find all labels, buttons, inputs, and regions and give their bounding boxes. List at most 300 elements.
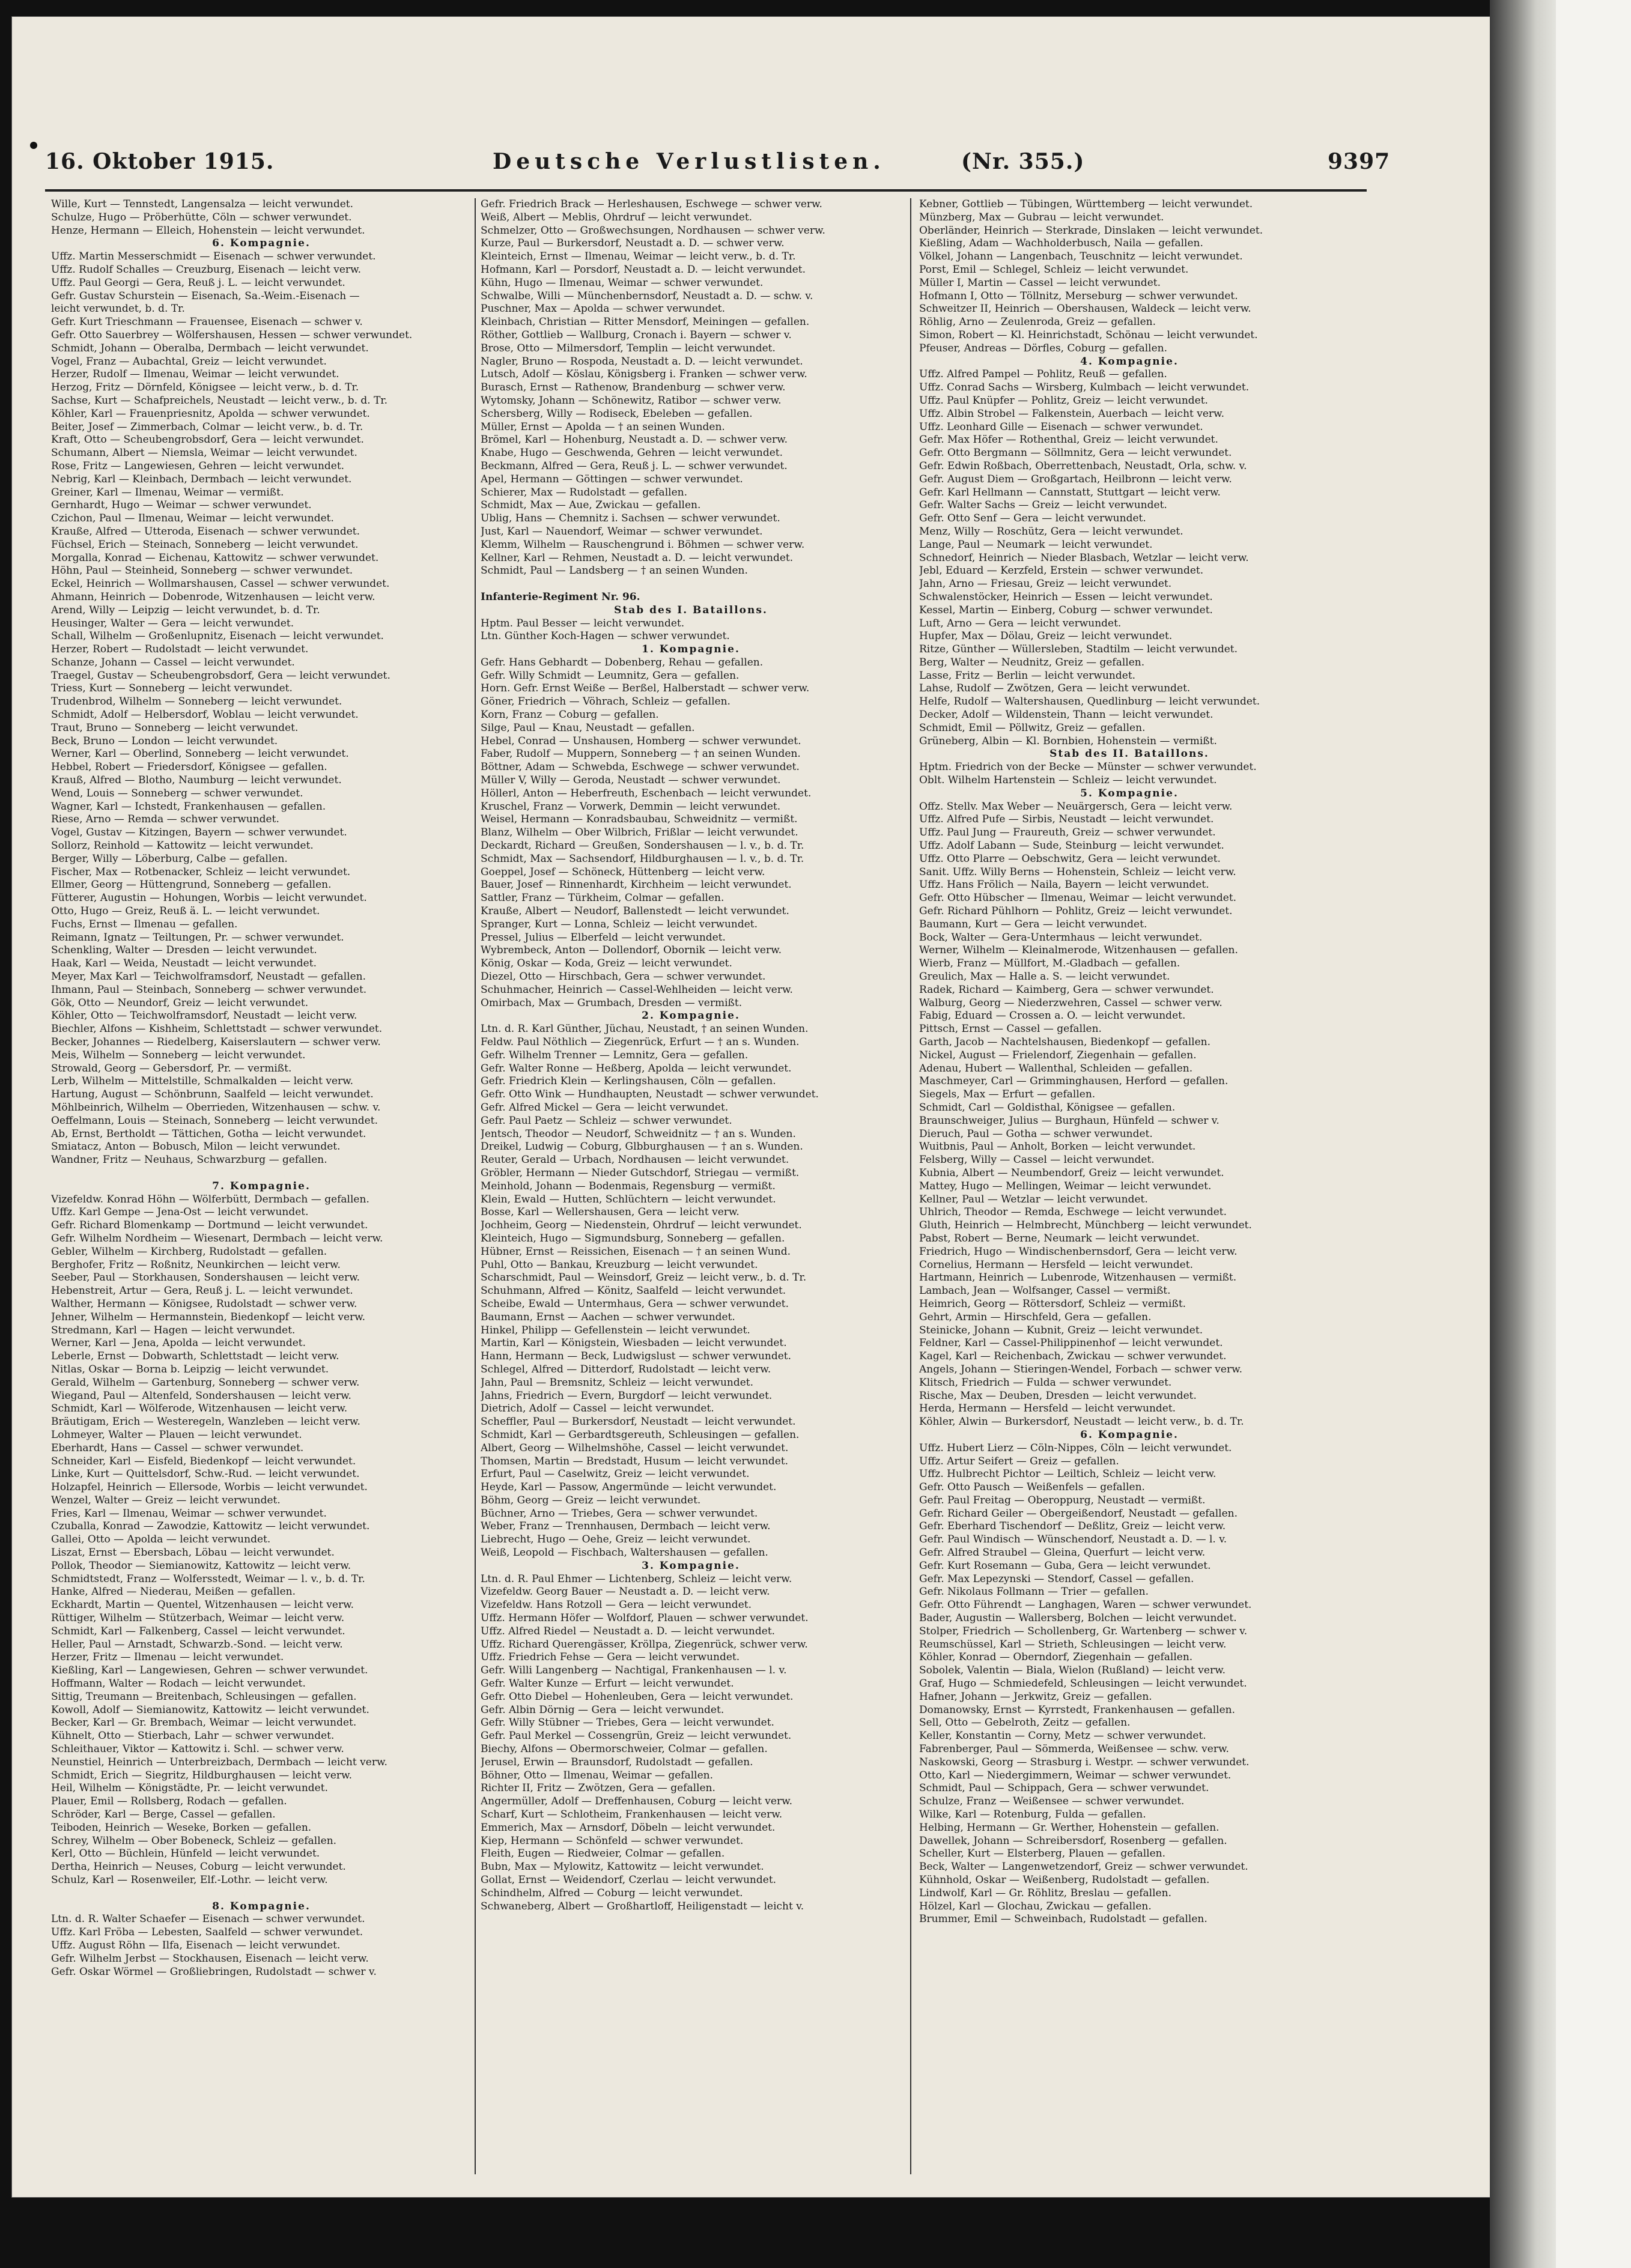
- casualty-entry: Hübner, Ernst — Reissichen, Eisenach — † an seinen Wund.: [481, 1245, 791, 1258]
- casualty-entry: Richter II, Fritz — Zwötzen, Gera — gefallen.: [481, 1782, 715, 1795]
- casualty-entry: Hanke, Alfred — Niederau, Meißen — gefallen.: [51, 1586, 296, 1598]
- casualty-entry: Graf, Hugo — Schmiedefeld, Schleusingen — leicht verwundet.: [919, 1678, 1247, 1690]
- casualty-entry: Hptm. Friedrich von der Becke — Münster — schwer verwundet.: [919, 761, 1257, 774]
- casualty-entry: Fuchs, Ernst — Ilmenau — gefallen.: [51, 918, 238, 930]
- casualty-entry: Gernhardt, Hugo — Weimar — schwer verwundet.: [51, 499, 312, 512]
- casualty-entry: Gefr. Friedrich Klein — Kerlingshausen, Cöln — gefallen.: [481, 1075, 776, 1088]
- casualty-entry: Pittsch, Ernst — Cassel — gefallen.: [919, 1023, 1102, 1035]
- casualty-entry: Fabrenberger, Paul — Sömmerda, Weißensee — schw. verw.: [919, 1743, 1229, 1756]
- casualty-entry: Friedrich, Hugo — Windischenbernsdorf, Gera — leicht verw.: [919, 1245, 1238, 1258]
- casualty-entry: Gefr. Paul Freitag — Oberoppurg, Neustadt — vermißt.: [919, 1494, 1206, 1506]
- casualty-entry: Hebenstreit, Artur — Gera, Reuß j. L. — leicht verwundet.: [51, 1285, 353, 1297]
- casualty-entry: Völkel, Johann — Langenbach, Teuschnitz — leicht verwundet.: [919, 250, 1243, 263]
- casualty-entry: Cornelius, Hermann — Hersfeld — leicht verwundet.: [919, 1258, 1193, 1271]
- casualty-entry: Otto, Karl — Niedergimmern, Weimar — schwer verwundet.: [919, 1769, 1232, 1781]
- casualty-entry: Haak, Karl — Weida, Neustadt — leicht verwundet.: [51, 957, 317, 970]
- casualty-entry: Gefr. Wilhelm Trenner — Lemnitz, Gera — gefallen.: [481, 1049, 749, 1061]
- casualty-entry: Kießling, Karl — Langewiesen, Gehren — schwer verwundet.: [51, 1664, 368, 1677]
- casualty-entry: Hupfer, Max — Dölau, Greiz — leicht verwundet.: [919, 630, 1173, 643]
- casualty-entry: Schumann, Albert — Niemsla, Weimar — leicht verwundet.: [51, 447, 357, 459]
- casualty-entry: Sell, Otto — Gebelroth, Zeitz — gefallen.: [919, 1717, 1131, 1729]
- casualty-entry: Strowald, Georg — Gebersdorf, Pr. — vermißt.: [51, 1062, 292, 1075]
- casualty-entry: Knabe, Hugo — Geschwenda, Gehren — leicht verwundet.: [481, 447, 783, 459]
- casualty-entry: Böhm, Georg — Greiz — leicht verwundet.: [481, 1494, 701, 1506]
- casualty-entry: Otto, Hugo — Greiz, Reuß ä. L. — leicht verwundet.: [51, 905, 320, 918]
- casualty-entry: Omirbach, Max — Grumbach, Dresden — vermißt.: [481, 996, 743, 1009]
- casualty-entry: Uffz. Otto Plarre — Oebschwitz, Gera — leicht verwundet.: [919, 852, 1221, 865]
- casualty-entry: Triess, Kurt — Sonneberg — leicht verwundet.: [51, 682, 293, 695]
- casualty-entry: Czuballa, Konrad — Zawodzie, Kattowitz — leicht verwundet.: [51, 1520, 370, 1533]
- casualty-entry: Büchner, Arno — Triebes, Gera — schwer verwundet.: [481, 1507, 758, 1520]
- casualty-entry: Uffz. August Röhn — Ilfa, Eisenach — leicht verwundet.: [51, 1939, 341, 1951]
- header-date: 16. Oktober 1915.: [45, 149, 275, 174]
- casualty-entry: Hebel, Conrad — Unshausen, Homberg — schwer verwundet.: [481, 735, 801, 747]
- casualty-entry: Vizefeldw. Konrad Höhn — Wölferbütt, Dermbach — gefallen.: [51, 1193, 369, 1205]
- casualty-entry: Schindhelm, Alfred — Coburg — leicht verwundet.: [481, 1887, 743, 1899]
- casualty-entry: Müller V, Willy — Geroda, Neustadt — schwer verwundet.: [481, 774, 781, 787]
- casualty-entry: Trudenbrod, Wilhelm — Sonneberg — leicht verwundet.: [51, 696, 342, 708]
- casualty-entry: Schmidt, Karl — Wölferode, Witzenhausen — leicht verw.: [51, 1402, 348, 1415]
- casualty-entry: Gefr. Oskar Wörmel — Großliebringen, Rudolstadt — schwer v.: [51, 1965, 377, 1978]
- casualty-entry: Schmidt, Erich — Siegritz, Hildburghausen — leicht verw.: [51, 1769, 352, 1781]
- casualty-entry: Gefr. Alfred Mickel — Gera — leicht verwundet.: [481, 1101, 729, 1114]
- casualty-entry: König, Oskar — Koda, Greiz — leicht verwundet.: [481, 957, 732, 970]
- casualty-entry: Uffz. Friedrich Fehse — Gera — leicht verwundet.: [481, 1651, 740, 1664]
- casualty-entry: Burasch, Ernst — Rathenow, Brandenburg — schwer verw.: [481, 381, 786, 394]
- casualty-entry: Gefr. Willy Schmidt — Leumnitz, Gera — gefallen.: [481, 669, 740, 682]
- casualty-entry: Angels, Johann — Stieringen-Wendel, Forbach — schwer verw.: [919, 1363, 1243, 1375]
- casualty-entry: Fischer, Max — Rotbenacker, Schleiz — leicht verwundet.: [51, 866, 351, 878]
- section-heading: 4. Kompagnie.: [1080, 355, 1179, 368]
- casualty-entry: Radek, Richard — Kaimberg, Gera — schwer verwundet.: [919, 983, 1214, 996]
- casualty-entry: Fries, Karl — Ilmenau, Weimar — schwer verwundet.: [51, 1507, 327, 1520]
- casualty-entry: Wilke, Karl — Rotenburg, Fulda — gefallen.: [919, 1809, 1146, 1821]
- casualty-entry: Becker, Johannes — Riedelberg, Kaiserslautern — schwer verw.: [51, 1036, 381, 1048]
- casualty-entry: Traut, Bruno — Sonneberg — leicht verwundet.: [51, 721, 299, 734]
- casualty-entry: Gefr. Otto Hübscher — Ilmenau, Weimar — leicht verwundet.: [919, 892, 1237, 905]
- casualty-entry: Kellner, Paul — Wetzlar — leicht verwundet.: [919, 1193, 1148, 1205]
- casualty-entry: Baumann, Kurt — Gera — leicht verwundet.: [919, 918, 1147, 930]
- casualty-entry: Höhn, Paul — Steinheid, Sonneberg — schwer verwundet.: [51, 565, 353, 577]
- casualty-entry: Bräutigam, Erich — Westeregeln, Wanzleben — leicht verw.: [51, 1416, 360, 1428]
- casualty-entry: Offz. Stellv. Max Weber — Neuärgersch, Gera — leicht verw.: [919, 800, 1233, 813]
- casualty-entry: Uffz. Martin Messerschmidt — Eisenach — schwer verwundet.: [51, 250, 376, 263]
- casualty-entry: Just, Karl — Nauendorf, Weimar — schwer verwundet.: [481, 525, 763, 538]
- section-heading: 2. Kompagnie.: [642, 1010, 740, 1022]
- casualty-entry: Berghofer, Fritz — Roßnitz, Neunkirchen — leicht verw.: [51, 1258, 341, 1271]
- casualty-entry: Schmidt, Max — Aue, Zwickau — gefallen.: [481, 499, 701, 512]
- casualty-entry: Kießling, Adam — Wachholderbusch, Naila — gefallen.: [919, 237, 1203, 250]
- casualty-entry: Henze, Hermann — Elleich, Hohenstein — leicht verwundet.: [51, 224, 365, 237]
- column-1: [51, 198, 472, 2174]
- section-heading: Stab des I. Bataillons.: [614, 604, 768, 616]
- casualty-entry: Blanz, Wilhelm — Ober Wilbrich, Frißlar — leicht verwundet.: [481, 826, 798, 839]
- casualty-entry: Hann, Hermann — Beck, Ludwigslust — schwer verwundet.: [481, 1350, 792, 1363]
- casualty-entry: Sattler, Franz — Türkheim, Colmar — gefallen.: [481, 892, 724, 905]
- casualty-entry: Puschner, Max — Apolda — schwer verwundet.: [481, 303, 726, 315]
- casualty-entry: Spranger, Kurt — Lonna, Schleiz — leicht verwundet.: [481, 918, 758, 930]
- casualty-entry: Naskowski, Georg — Strasburg i. Westpr. — schwer verwundet.: [919, 1756, 1250, 1768]
- casualty-entry: Gefr. August Diem — Großgartach, Heilbronn — leicht verw.: [919, 473, 1232, 485]
- casualty-entry: Schweitzer II, Heinrich — Obershausen, Waldeck — leicht verw.: [919, 303, 1251, 315]
- casualty-entry: Jebl, Eduard — Kerzfeld, Erstein — schwer verwundet.: [919, 565, 1204, 577]
- casualty-entry: Jahn, Arno — Friesau, Greiz — leicht verwundet.: [919, 578, 1172, 590]
- casualty-entry: Heller, Paul — Arnstadt, Schwarzb.-Sond. — leicht verw.: [51, 1638, 343, 1651]
- casualty-entry: Uffz. Paul Jung — Fraureuth, Greiz — schwer verwundet.: [919, 826, 1216, 839]
- casualty-entry: Schall, Wilhelm — Großenlupnitz, Eisenach — leicht verwundet.: [51, 630, 384, 643]
- casualty-entry: Jochheim, Georg — Niedenstein, Ohrdruf — leicht verwundet.: [481, 1219, 802, 1232]
- casualty-entry: Werner, Wilhelm — Kleinalmerode, Witzenhausen — gefallen.: [919, 944, 1238, 957]
- casualty-entry: Gefr. Kurt Trieschmann — Frauensee, Eisenach — schwer v.: [51, 316, 363, 329]
- casualty-entry: Sollorz, Reinhold — Kattowitz — leicht verwundet.: [51, 840, 314, 852]
- casualty-entry: Reimann, Ignatz — Teiltungen, Pr. — schwer verwundet.: [51, 931, 344, 944]
- section-heading: 1. Kompagnie.: [642, 643, 740, 656]
- casualty-entry: Wagner, Karl — Ichstedt, Frankenhausen — gefallen.: [51, 800, 326, 813]
- section-heading: 8. Kompagnie.: [212, 1900, 311, 1912]
- casualty-entry: Füchsel, Erich — Steinach, Sonneberg — leicht verwundet.: [51, 538, 359, 551]
- casualty-entry: Uffz. Artur Seifert — Greiz — gefallen.: [919, 1455, 1119, 1467]
- casualty-entry: Schröder, Karl — Berge, Cassel — gefallen.: [51, 1809, 276, 1821]
- casualty-entry: Röhlig, Arno — Zeulenroda, Greiz — gefallen.: [919, 316, 1156, 329]
- casualty-entry: Heil, Wilhelm — Königstädte, Pr. — leicht verwundet.: [51, 1782, 328, 1795]
- casualty-entry: Beck, Walter — Langenwetzendorf, Greiz — schwer verwundet.: [919, 1861, 1248, 1873]
- casualty-entry: Gefr. Paul Merkel — Cossengrün, Greiz — leicht verwundet.: [481, 1730, 792, 1742]
- casualty-entry: Sobolek, Valentin — Biala, Wielon (Rußland) — leicht verw.: [919, 1664, 1226, 1677]
- casualty-entry: Schmidt, Karl — Falkenberg, Cassel — leicht verwundet.: [51, 1625, 345, 1637]
- casualty-entry: Möhlbeinrich, Wilhelm — Oberrieden, Witzenhausen — schw. v.: [51, 1101, 381, 1114]
- casualty-entry: Gollat, Ernst — Weidendorf, Czerlau — leicht verwundet.: [481, 1874, 777, 1886]
- casualty-entry: Vogel, Gustav — Kitzingen, Bayern — schwer verwundet.: [51, 826, 347, 839]
- casualty-entry: Felsberg, Willy — Cassel — leicht verwundet.: [919, 1154, 1155, 1166]
- casualty-entry: Heyde, Karl — Passow, Angermünde — leicht verwundet.: [481, 1481, 777, 1494]
- casualty-entry: Lindwolf, Karl — Gr. Röhlitz, Breslau — gefallen.: [919, 1887, 1171, 1899]
- casualty-entry: Kleinteich, Ernst — Ilmenau, Weimar — leicht verw., b. d. Tr.: [481, 250, 796, 263]
- casualty-entry: Arend, Willy — Leipzig — leicht verwundet, b. d. Tr.: [51, 604, 320, 616]
- casualty-entry: Biechler, Alfons — Kishheim, Schlettstadt — schwer verwundet.: [51, 1023, 383, 1035]
- casualty-entry: Rüttiger, Wilhelm — Stützerbach, Weimar — leicht verw.: [51, 1612, 345, 1625]
- casualty-entry: Porst, Emil — Schlegel, Schleiz — leicht verwundet.: [919, 263, 1189, 276]
- casualty-entry: Schwalenstöcker, Heinrich — Essen — leicht verwundet.: [919, 590, 1213, 603]
- casualty-entry: Ritze, Günther — Wüllersleben, Stadtilm — leicht verwundet.: [919, 643, 1238, 656]
- casualty-entry: Ltn. d. R. Paul Ehmer — Lichtenberg, Schleiz — leicht verw.: [481, 1572, 792, 1585]
- casualty-entry: Gefr. Otto Diebel — Hohenleuben, Gera — leicht verwundet.: [481, 1690, 794, 1703]
- casualty-entry: Lange, Paul — Neumark — leicht verwundet.: [919, 538, 1153, 551]
- casualty-entry: Brömel, Karl — Hohenburg, Neustadt a. D. — schwer verw.: [481, 434, 788, 446]
- casualty-entry: Luft, Arno — Gera — leicht verwundet.: [919, 617, 1122, 629]
- casualty-entry: Gefr. Otto Bergmann — Söllmnitz, Gera — leicht verwundet.: [919, 447, 1232, 459]
- casualty-entry: Müller, Ernst — Apolda — † an seinen Wunden.: [481, 420, 725, 433]
- casualty-entry: Uffz. Karl Fröba — Lebesten, Saalfeld — schwer verwundet.: [51, 1926, 363, 1939]
- casualty-entry: Kleinbach, Christian — Ritter Mensdorf, Meiningen — gefallen.: [481, 316, 810, 329]
- casualty-entry: Schmidt, Emil — Pöllwitz, Greiz — gefallen.: [919, 721, 1146, 734]
- casualty-entry: Uffz. Paul Georgi — Gera, Reuß j. L. — leicht verwundet.: [51, 276, 345, 289]
- casualty-entry: Seeber, Paul — Storkhausen, Sondershausen — leicht verw.: [51, 1272, 360, 1284]
- casualty-entry: Werner, Karl — Oberlind, Sonneberg — leicht verwundet.: [51, 748, 349, 760]
- casualty-entry: Oblt. Wilhelm Hartenstein — Schleiz — leicht verwundet.: [919, 774, 1217, 787]
- column-3: [919, 198, 1340, 2174]
- casualty-entry: Uffz. Paul Knüpfer — Pohlitz, Greiz — leicht verwundet.: [919, 394, 1208, 407]
- casualty-entry: Jerusel, Erwin — Braunsdorf, Rudolstadt — gefallen.: [481, 1756, 753, 1768]
- casualty-entry: Domanowsky, Ernst — Kyrrstedt, Frankenhausen — gefallen.: [919, 1703, 1236, 1716]
- casualty-entry: Gefr. Richard Geiler — Obergeißendorf, Neustadt — gefallen.: [919, 1507, 1238, 1520]
- casualty-entry: Decker, Adolf — Wildenstein, Thann — leicht verwundet.: [919, 709, 1213, 721]
- casualty-entry: Ahmann, Heinrich — Dobenrode, Witzenhausen — leicht verw.: [51, 590, 375, 603]
- section-heading: 3. Kompagnie.: [642, 1559, 740, 1572]
- casualty-entry: Uffz. Alfred Pampel — Pohlitz, Reuß — gefallen.: [919, 368, 1167, 381]
- casualty-entry: Mattey, Hugo — Mellingen, Weimar — leicht verwundet.: [919, 1180, 1212, 1192]
- casualty-entry: Jehner, Wilhelm — Hermannstein, Biedenkopf — leicht verw.: [51, 1311, 366, 1323]
- casualty-entry: Dietrich, Adolf — Cassel — leicht verwundet.: [481, 1402, 714, 1415]
- casualty-entry: Baumann, Ernst — Aachen — schwer verwundet.: [481, 1311, 735, 1323]
- casualty-entry: Liebrecht, Hugo — Oehe, Greiz — leicht verwundet.: [481, 1533, 751, 1546]
- casualty-entry: Hölzel, Karl — Glochau, Zwickau — gefallen.: [919, 1900, 1152, 1912]
- casualty-entry: Hoffmann, Walter — Rodach — leicht verwundet.: [51, 1678, 306, 1690]
- casualty-entry: Krauße, Alfred — Utteroda, Eisenach — schwer verwundet.: [51, 525, 360, 538]
- casualty-entry: Müller I, Martin — Cassel — leicht verwundet.: [919, 276, 1161, 289]
- header-page-number: 9397: [1328, 149, 1391, 174]
- casualty-entry: Dreikel, Ludwig — Coburg, Glbburghausen — † an s. Wunden.: [481, 1141, 803, 1153]
- casualty-entry: Kagel, Karl — Reichenbach, Zwickau — schwer verwundet.: [919, 1350, 1227, 1363]
- casualty-entry: Gefr. Richard Blomenkamp — Dortmund — leicht verwundet.: [51, 1219, 368, 1232]
- casualty-entry: Schnedorf, Heinrich — Nieder Blasbach, Wetzlar — leicht verw.: [919, 551, 1249, 564]
- casualty-entry: Reuter, Gerald — Urbach, Nordhausen — leicht verwundet.: [481, 1154, 789, 1166]
- casualty-entry: Nitlas, Oskar — Borna b. Leipzig — leicht verwundet.: [51, 1363, 329, 1375]
- casualty-entry: Leberle, Ernst — Dobwarth, Schlettstadt — leicht verw.: [51, 1350, 339, 1363]
- casualty-entry: Heusinger, Walter — Gera — leicht verwundet.: [51, 617, 294, 629]
- casualty-entry: Oeffelmann, Louis — Steinach, Sonneberg — leicht verwundet.: [51, 1114, 378, 1127]
- casualty-entry: Vizefeldw. Hans Rotzoll — Gera — leicht verwundet.: [481, 1599, 752, 1612]
- casualty-entry: Pabst, Robert — Berne, Neumark — leicht verwundet.: [919, 1232, 1200, 1245]
- casualty-entry: Pressel, Julius — Elberfeld — leicht verwundet.: [481, 931, 726, 944]
- casualty-entry: Feldner, Karl — Cassel-Philippinenhof — leicht verwundet.: [919, 1337, 1223, 1350]
- casualty-entry: Uffz. Karl Gempe — Jena-Ost — leicht verwundet.: [51, 1206, 309, 1219]
- casualty-entry: Uffz. Adolf Labann — Sude, Steinburg — leicht verwundet.: [919, 840, 1224, 852]
- casualty-entry: Hebbel, Robert — Friedersdorf, Königsee — gefallen.: [51, 761, 327, 774]
- casualty-entry: Nagler, Bruno — Rospoda, Neustadt a. D. — leicht verwundet.: [481, 355, 803, 368]
- casualty-entry: Schneider, Karl — Eisfeld, Biedenkopf — leicht verwundet.: [51, 1455, 356, 1467]
- casualty-entry: Walther, Hermann — Königsee, Rudolstadt — schwer verw.: [51, 1297, 357, 1310]
- casualty-entry: Krauße, Albert — Neudorf, Ballenstedt — leicht verwundet.: [481, 905, 789, 918]
- casualty-entry: Fleith, Eugen — Riedweier, Colmar — gefallen.: [481, 1848, 725, 1860]
- casualty-entry: Köhler, Alwin — Burkersdorf, Neustadt — leicht verw., b. d. Tr.: [919, 1416, 1244, 1428]
- casualty-entry: Albert, Georg — Wilhelmshöhe, Cassel — leicht verwundet.: [481, 1442, 789, 1454]
- casualty-entry: Beiter, Josef — Zimmerbach, Colmar — leicht verw., b. d. Tr.: [51, 420, 363, 433]
- casualty-entry: Gefr. Wilhelm Jerbst — Stockhausen, Eisenach — leicht verw.: [51, 1952, 369, 1965]
- casualty-entry: Schmidt, Carl — Goldisthal, Königsee — gefallen.: [919, 1101, 1176, 1114]
- casualty-entry: Röther, Gottlieb — Wallburg, Cronach i. Bayern — schwer v.: [481, 329, 792, 341]
- casualty-entry: Thomsen, Martin — Bredstadt, Husum — leicht verwundet.: [481, 1455, 789, 1467]
- casualty-entry: Schleithauer, Viktor — Kattowitz i. Schl. — schwer verw.: [51, 1743, 344, 1756]
- casualty-entry: Stolper, Friedrich — Schollenberg, Gr. Wartenberg — schwer v.: [919, 1625, 1248, 1637]
- casualty-entry: Traegel, Gustav — Scheubengrobsdorf, Gera — leicht verwundet.: [51, 669, 390, 682]
- casualty-entry: Lambach, Jean — Wolfsanger, Cassel — vermißt.: [919, 1285, 1171, 1297]
- casualty-entry: Kowoll, Adolf — Siemianowitz, Kattowitz — leicht verwundet.: [51, 1703, 369, 1716]
- casualty-entry: Schwaneberg, Albert — Großhartloff, Heiligenstadt — leicht v.: [481, 1900, 804, 1912]
- header-rule: [45, 189, 1367, 192]
- casualty-entry: Klitsch, Friedrich — Fulda — schwer verwundet.: [919, 1376, 1172, 1389]
- casualty-entry: Becker, Karl — Gr. Brembach, Weimar — leicht verwundet.: [51, 1717, 357, 1729]
- casualty-entry: Gefr. Wilhelm Nordheim — Wiesenart, Dermbach — leicht verw.: [51, 1232, 383, 1245]
- casualty-entry: Berg, Walter — Neudnitz, Greiz — gefallen.: [919, 656, 1145, 669]
- casualty-entry: Sachse, Kurt — Schafpreichels, Neustadt — leicht verw., b. d. Tr.: [51, 394, 388, 407]
- casualty-entry: Gefr. Richard Pühlhorn — Pohlitz, Greiz — leicht verwundet.: [919, 905, 1233, 918]
- casualty-entry: Schenkling, Walter — Dresden — leicht verwundet.: [51, 944, 317, 957]
- casualty-entry: Gefr. Max Lepezynski — Stendorf, Cassel — gefallen.: [919, 1572, 1194, 1585]
- casualty-entry: Weiß, Albert — Meblis, Ohrdruf — leicht verwundet.: [481, 211, 753, 223]
- casualty-entry: Werner, Karl — Jena, Apolda — leicht verwundet.: [51, 1337, 306, 1350]
- casualty-entry: [51, 1167, 472, 1180]
- casualty-entry: Ltn. Günther Koch-Hagen — schwer verwundet.: [481, 630, 730, 643]
- casualty-entry: Bader, Augustin — Wallersberg, Bolchen — leicht verwundet.: [919, 1612, 1237, 1625]
- casualty-entry: Gefr. Eberhard Tischendorf — Deßlitz, Greiz — leicht verw.: [919, 1520, 1226, 1533]
- casualty-entry: Nickel, August — Frielendorf, Ziegenhain — gefallen.: [919, 1049, 1197, 1061]
- binding-fold: [1490, 0, 1556, 2268]
- casualty-entry: Köhler, Otto — Teichwolframsdorf, Neustadt — leicht verw.: [51, 1010, 357, 1022]
- casualty-entry: Schersberg, Willy — Rodiseck, Ebeleben — gefallen.: [481, 407, 753, 420]
- casualty-entry: Schulze, Franz — Weißensee — schwer verwundet.: [919, 1795, 1185, 1808]
- casualty-entry: Feldw. Paul Nöthlich — Ziegenrück, Erfurt — † an s. Wunden.: [481, 1036, 800, 1048]
- casualty-entry: Stredmann, Karl — Hagen — leicht verwundet.: [51, 1324, 296, 1336]
- casualty-entry: Wandner, Fritz — Neuhaus, Schwarzburg — gefallen.: [51, 1154, 327, 1166]
- casualty-entry: Biechy, Alfons — Obermorschweier, Colmar — gefallen.: [481, 1743, 768, 1756]
- casualty-entry: Gefr. Gustav Schurstein — Eisenach, Sa.-Weim.-Eisenach —: [51, 290, 360, 302]
- casualty-entry: Gefr. Kurt Rosemann — Guba, Gera — leicht verwundet.: [919, 1559, 1211, 1572]
- casualty-entry: Schanze, Johann — Cassel — leicht verwundet.: [51, 656, 295, 669]
- casualty-entry: Wybrembeck, Anton — Dollendorf, Obornik — leicht verw.: [481, 944, 782, 957]
- casualty-entry: Gefr. Hans Gebhardt — Dobenberg, Rehau — gefallen.: [481, 656, 764, 669]
- casualty-entry: Heimrich, Georg — Röttersdorf, Schleiz — vermißt.: [919, 1297, 1186, 1310]
- casualty-entry: Gefr. Nikolaus Follmann — Trier — gefallen.: [919, 1586, 1149, 1598]
- casualty-entry: Kerl, Otto — Büchlein, Hünfeld — leicht verwundet.: [51, 1848, 320, 1860]
- casualty-entry: Helfe, Rudolf — Waltershausen, Quedlinburg — leicht verwundet.: [919, 696, 1260, 708]
- casualty-entry: Lutsch, Adolf — Köslau, Königsberg i. Franken — schwer verw.: [481, 368, 807, 381]
- casualty-entry: Böttner, Adam — Schwebda, Eschwege — schwer verwundet.: [481, 761, 800, 774]
- casualty-entry: Uffz. Hans Frölich — Naila, Bayern — leicht verwundet.: [919, 879, 1209, 891]
- casualty-entry: Grüneberg, Albin — Kl. Bornbien, Hohenstein — vermißt.: [919, 735, 1217, 747]
- casualty-entry: Kühnhold, Oskar — Weißenberg, Rudolstadt — gefallen.: [919, 1874, 1210, 1886]
- casualty-entry: Schmidt, Max — Sachsendorf, Hildburghausen — l. v., b. d. Tr.: [481, 852, 804, 865]
- casualty-entry: Bock, Walter — Gera-Untermhaus — leicht verwundet.: [919, 931, 1203, 944]
- casualty-entry: Gluth, Heinrich — Helmbrecht, Münchberg — leicht verwundet.: [919, 1219, 1252, 1232]
- casualty-entry: Meyer, Max Karl — Teichwolframsdorf, Neustadt — gefallen.: [51, 971, 366, 983]
- casualty-entry: Gefr. Walter Ronne — Heßberg, Apolda — leicht verwundet.: [481, 1062, 792, 1075]
- casualty-entry: Linke, Kurt — Quittelsdorf, Schw.-Rud. — leicht verwundet.: [51, 1468, 360, 1481]
- casualty-entry: Nebrig, Karl — Kleinbach, Dermbach — leicht verwundet.: [51, 473, 352, 485]
- casualty-entry: Fabig, Eduard — Crossen a. O. — leicht verwundet.: [919, 1010, 1186, 1022]
- casualty-entry: Weiß, Leopold — Fischbach, Waltershausen — gefallen.: [481, 1547, 768, 1559]
- casualty-entry: Kebner, Gottlieb — Tübingen, Württemberg — leicht verwundet.: [919, 198, 1253, 210]
- casualty-entry: Krauß, Alfred — Blotho, Naumburg — leicht verwundet.: [51, 774, 342, 787]
- casualty-entry: Hofmann I, Otto — Töllnitz, Merseburg — schwer verwundet.: [919, 290, 1238, 302]
- casualty-entry: Vizefeldw. Georg Bauer — Neustadt a. D. — leicht verw.: [481, 1586, 770, 1598]
- casualty-entry: Gehrt, Armin — Hirschfeld, Gera — gefallen.: [919, 1311, 1152, 1323]
- casualty-entry: Gefr. Paul Windisch — Wünschendorf, Neustadt a. D. — l. v.: [919, 1533, 1227, 1546]
- casualty-entry: Köhler, Konrad — Oberndorf, Ziegenhain — gefallen.: [919, 1651, 1193, 1664]
- casualty-entry: leicht verwundet, b. d. Tr.: [51, 303, 185, 315]
- casualty-entry: Braunschweiger, Julius — Burghaun, Hünfeld — schwer v.: [919, 1114, 1219, 1127]
- casualty-entry: Berger, Willy — Löberburg, Calbe — gefallen.: [51, 852, 288, 865]
- casualty-entry: Uffz. Rudolf Schalles — Creuzburg, Eisenach — leicht verw.: [51, 263, 361, 276]
- casualty-entry: Reumschüssel, Karl — Strieth, Schleusingen — leicht verw.: [919, 1638, 1227, 1651]
- casualty-entry: Horn. Gefr. Ernst Weiße — Berßel, Halberstadt — schwer verw.: [481, 682, 810, 695]
- casualty-entry: Emmerich, Max — Arnsdorf, Döbeln — leicht verwundet.: [481, 1821, 776, 1834]
- casualty-entry: Gök, Otto — Neundorf, Greiz — leicht verwundet.: [51, 996, 309, 1009]
- casualty-entry: Kraft, Otto — Scheubengrobsdorf, Gera — leicht verwundet.: [51, 434, 364, 446]
- casualty-entry: Keller, Konstantin — Corny, Metz — schwer verwundet.: [919, 1730, 1206, 1742]
- casualty-entry: Uffz. Conrad Sachs — Wirsberg, Kulmbach — leicht verwundet.: [919, 381, 1250, 394]
- casualty-entry: Uffz. Richard Querengässer, Kröllpa, Ziegenrück, schwer verw.: [481, 1638, 808, 1651]
- casualty-entry: Ltn. d. R. Walter Schaefer — Eisenach — schwer verwundet.: [51, 1913, 365, 1926]
- casualty-entry: Kurze, Paul — Burkersdorf, Neustadt a. D. — schwer verw.: [481, 237, 785, 250]
- casualty-entry: Meinhold, Johann — Bodenmais, Regensburg — vermißt.: [481, 1180, 776, 1192]
- casualty-entry: Gefr. Edwin Roßbach, Oberrettenbach, Neustadt, Orla, schw. v.: [919, 459, 1247, 472]
- casualty-entry: Jentsch, Theodor — Neudorf, Schweidnitz — † an s. Wunden.: [481, 1127, 796, 1140]
- casualty-entry: Pfeuser, Andreas — Dörfles, Coburg — gefallen.: [919, 342, 1168, 354]
- casualty-entry: Höllerl, Anton — Heberfreuth, Eschenbach — leicht verwundet.: [481, 787, 812, 799]
- casualty-entry: Schulze, Hugo — Pröberhütte, Cöln — schwer verwundet.: [51, 211, 352, 223]
- casualty-entry: Kiep, Hermann — Schönfeld — schwer verwundet.: [481, 1834, 744, 1847]
- column-divider: [475, 198, 476, 2174]
- casualty-entry: Herzer, Rudolf — Ilmenau, Weimar — leicht verwundet.: [51, 368, 339, 381]
- casualty-entry: Beck, Bruno — London — leicht verwundet.: [51, 735, 278, 747]
- casualty-entry: Schulz, Karl — Rosenweiler, Elf.-Lothr. — leicht verw.: [51, 1874, 328, 1886]
- casualty-entry: Plauer, Emil — Rollsberg, Rodach — gefallen.: [51, 1795, 287, 1808]
- casualty-entry: Weber, Franz — Trennhausen, Dermbach — leicht verw.: [481, 1520, 771, 1533]
- casualty-entry: Beckmann, Alfred — Gera, Reuß j. L. — schwer verwundet.: [481, 459, 788, 472]
- casualty-entry: Klemm, Wilhelm — Rauschengrund i. Böhmen — schwer verw.: [481, 538, 805, 551]
- casualty-entry: Gefr. Paul Paetz — Schleiz — schwer verwundet.: [481, 1114, 732, 1127]
- casualty-entry: Schmidt, Paul — Landsberg — † an seinen Wunden.: [481, 565, 748, 577]
- page-header: [36, 144, 1391, 180]
- casualty-entry: Kruschel, Franz — Vorwerk, Demmin — leicht verwundet.: [481, 800, 781, 813]
- casualty-entry: Fütterer, Augustin — Hohungen, Worbis — leicht verwundet.: [51, 892, 367, 905]
- casualty-entry: Köhler, Karl — Frauenpriesnitz, Apolda — schwer verwundet.: [51, 407, 370, 420]
- casualty-entry: Teiboden, Heinrich — Weseke, Borken — gefallen.: [51, 1821, 312, 1834]
- casualty-entry: Gefr. Friedrich Brack — Herleshausen, Eschwege — schwer verw.: [481, 198, 822, 210]
- casualty-entry: Gefr. Max Höfer — Rothenthal, Greiz — leicht verwundet.: [919, 434, 1218, 446]
- casualty-entry: Steinicke, Johann — Kubnit, Greiz — leicht verwundet.: [919, 1324, 1203, 1336]
- casualty-entry: Rose, Fritz — Langewiesen, Gehren — leicht verwundet.: [51, 459, 345, 472]
- casualty-entry: Hofmann, Karl — Porsdorf, Neustadt a. D. — leicht verwundet.: [481, 263, 806, 276]
- casualty-entry: Morgalla, Konrad — Eichenau, Kattowitz — schwer verwundet.: [51, 551, 379, 564]
- casualty-entry: Puhl, Otto — Bankau, Kreuzburg — leicht verwundet.: [481, 1258, 758, 1271]
- casualty-entry: Liszat, Ernst — Ebersbach, Löbau — leicht verwundet.: [51, 1547, 335, 1559]
- casualty-entry: Lasse, Fritz — Berlin — leicht verwundet.: [919, 669, 1136, 682]
- casualty-entry: Hinkel, Philipp — Gefellenstein — leicht verwundet.: [481, 1324, 750, 1336]
- column-2: [481, 198, 901, 2174]
- casualty-entry: Scheibe, Ewald — Untermhaus, Gera — schwer verwundet.: [481, 1297, 789, 1310]
- casualty-entry: Scharf, Kurt — Schlotheim, Frankenhausen — leicht verw.: [481, 1809, 783, 1821]
- header-issue: (Nr. 355.): [961, 149, 1085, 174]
- casualty-entry: Erfurt, Paul — Caselwitz, Greiz — leicht verwundet.: [481, 1468, 750, 1481]
- casualty-entry: Vogel, Franz — Aubachtal, Greiz — leicht verwundet.: [51, 355, 327, 368]
- casualty-entry: Schuhmann, Alfred — Könitz, Saalfeld — leicht verwundet.: [481, 1285, 786, 1297]
- casualty-entry: Apel, Hermann — Göttingen — schwer verwundet.: [481, 473, 743, 485]
- casualty-entry: Ellmer, Georg — Hüttengrund, Sonneberg — gefallen.: [51, 879, 332, 891]
- casualty-entry: Herzer, Fritz — Ilmenau — leicht verwundet.: [51, 1651, 284, 1664]
- casualty-entry: Walburg, Georg — Niederzwehren, Cassel — schwer verw.: [919, 996, 1222, 1009]
- casualty-entry: Dawellek, Johann — Schreibersdorf, Rosenberg — gefallen.: [919, 1834, 1227, 1847]
- casualty-entry: Schmidtstedt, Franz — Wolfersstedt, Weimar — l. v., b. d. Tr.: [51, 1572, 365, 1585]
- casualty-entry: Wuitbnis, Paul — Anholt, Borken — leicht verwundet.: [919, 1141, 1196, 1153]
- section-heading: 6. Kompagnie.: [212, 237, 311, 250]
- casualty-entry: Jahns, Friedrich — Evern, Burgdorf — leicht verwundet.: [481, 1389, 773, 1402]
- casualty-entry: Hartung, August — Schönbrunn, Saalfeld — leicht verwundet.: [51, 1088, 374, 1101]
- casualty-entry: Gefr. Karl Hellmann — Cannstatt, Stuttgart — leicht verw.: [919, 486, 1221, 499]
- column-divider: [910, 198, 911, 2174]
- casualty-entry: Scheller, Kurt — Elsterberg, Plauen — gefallen.: [919, 1848, 1166, 1860]
- casualty-entry: Korn, Franz — Coburg — gefallen.: [481, 709, 659, 721]
